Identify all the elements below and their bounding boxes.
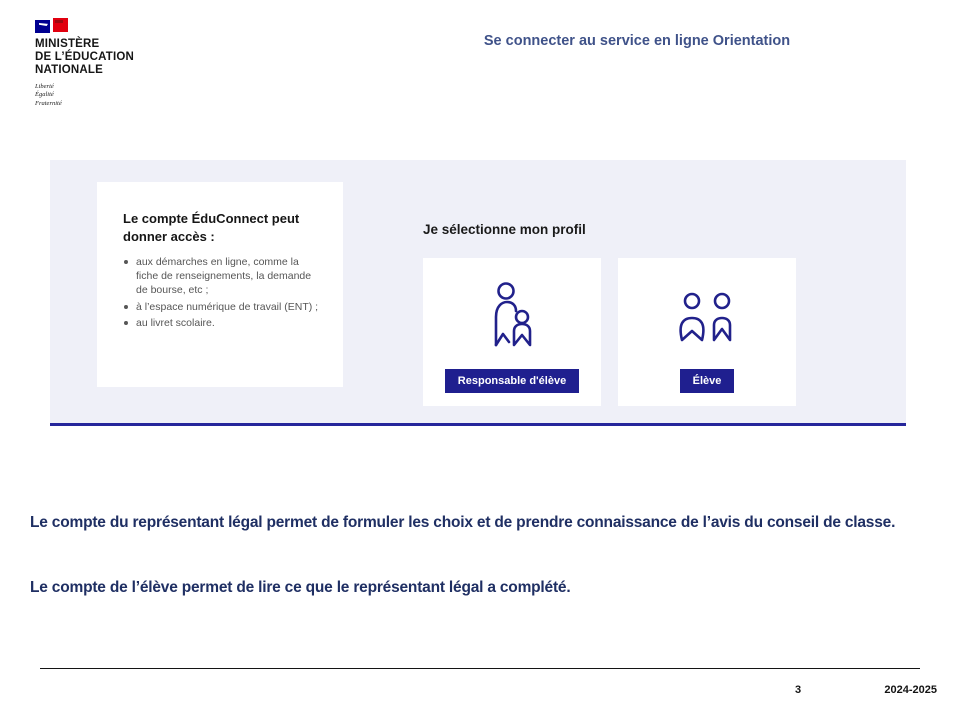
profile-section-heading: Je sélectionne mon profil bbox=[423, 222, 586, 237]
profile-card-eleve[interactable] bbox=[618, 258, 796, 406]
info-card-bullet-list bbox=[123, 255, 319, 330]
two-students-icon bbox=[675, 258, 739, 369]
page-number: 3 bbox=[794, 684, 802, 696]
page-title: Se connecter au service en ligne Orientation bbox=[483, 33, 791, 49]
responsable-deleve-button[interactable]: Responsable d'élève bbox=[445, 369, 579, 393]
republic-motto: Liberté Égalité Fraternité bbox=[35, 82, 62, 107]
educonnect-panel bbox=[50, 160, 906, 426]
eleve-button[interactable]: Élève bbox=[680, 369, 735, 393]
note-representant-legal: Le compte du représentant légal permet de formuler les choix et de prendre connaissance de l’avis du conseil de classe. bbox=[30, 514, 896, 531]
adult-with-child-icon bbox=[489, 258, 535, 369]
ministry-name: MINISTÈRE DE L’ÉDUCATION NATIONALE bbox=[35, 38, 135, 76]
bullet-item: aux démarches en ligne, comme la fiche de renseignements, la demande de bourse, etc ; bbox=[123, 255, 319, 298]
bullet-item: à l’espace numérique de travail (ENT) ; bbox=[123, 300, 319, 314]
note-eleve: Le compte de l’élève permet de lire ce que le représentant légal a complété. bbox=[30, 579, 571, 596]
school-year: 2024-2025 bbox=[884, 684, 937, 696]
french-flag-icon bbox=[35, 18, 134, 35]
ministry-logo bbox=[35, 18, 134, 108]
bullet-item: au livret scolaire. bbox=[123, 316, 319, 330]
info-card-heading: Le compte ÉduConnect peut donner accès : bbox=[123, 211, 300, 244]
footer-divider bbox=[40, 668, 920, 669]
profile-card-responsable[interactable] bbox=[423, 258, 601, 406]
educonnect-info-card bbox=[97, 182, 343, 387]
